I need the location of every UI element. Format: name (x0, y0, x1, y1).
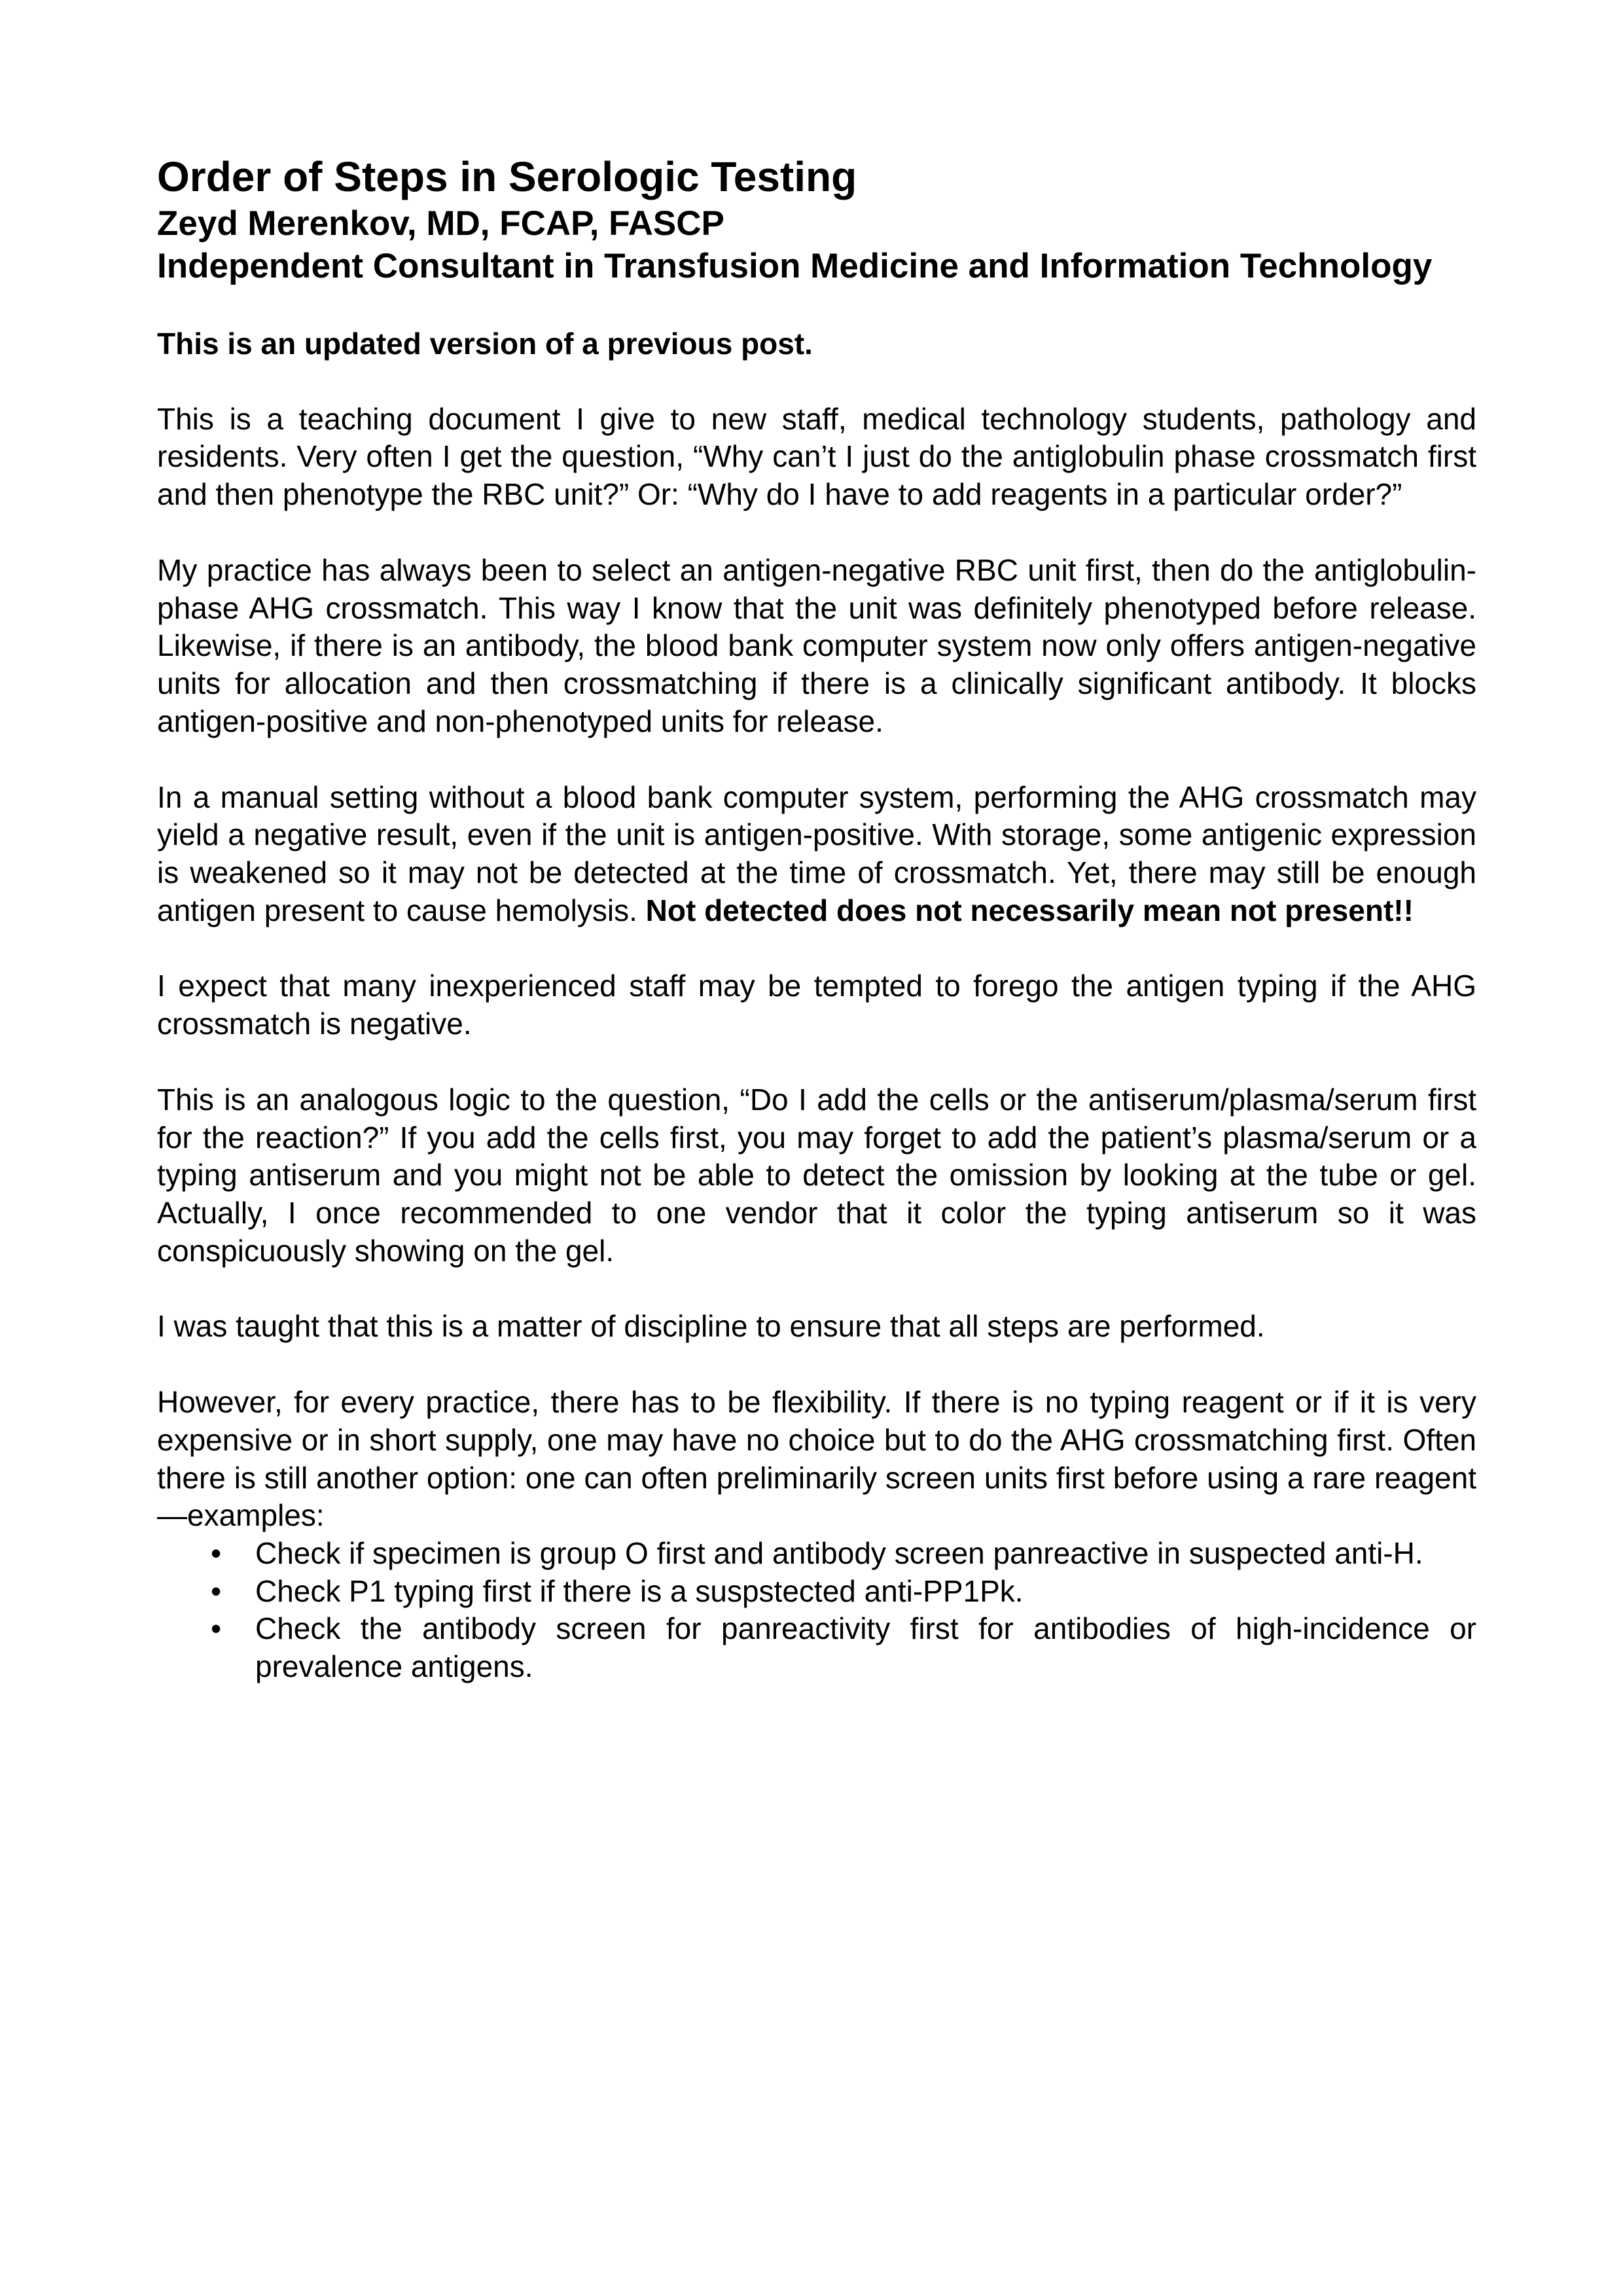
list-item-text: Check if specimen is group O first and antibody screen panreactive in suspected anti-H. (255, 1536, 1423, 1570)
lead-note: This is an updated version of a previous post. (157, 327, 813, 361)
paragraph-practice: My practice has always been to select an antigen-negative RBC unit first, then do the antiglobulin-phase AHG crossmatch. This way I know that the unit was definitely phenotyped before release. Likewise, if there is an antibody, the blood bank computer system now only offers antigen-negative units for allocation and then crossmatching if there is a clinically significant antibody. It blocks antigen-positive and non-phenotyped units for release. (157, 552, 1476, 738)
paragraph-flexibility: However, for every practice, there has to be flexibility. If there is no typing reagent or if it is very expensive or in short supply, one may have no choice but to do the AHG crossmatching first. Often there is still another option: one can often preliminarily screen units first before using a rare reagent—examples: (157, 1385, 1476, 1533)
paragraph-manual-setting (157, 779, 1476, 930)
author-line: Zeyd Merenkov, MD, FCAP, FASCP (157, 204, 724, 243)
paragraph-analogous-logic: This is an analogous logic to the question, “Do I add the cells or the antiserum/plasma/serum first for the reaction?” If you add the cells first, you may forget to add the patient’s plasma/serum or a typing antiserum and you might not be able to detect the omission by looking at the tube or gel. Actually, I once recommended to one vendor that it color the typing antiserum so it was conspicuously showing on the gel. (157, 1082, 1476, 1268)
emphasis-statement: Not detected does not necessarily mean not present!! (645, 893, 1414, 927)
bullet-icon: • (211, 1536, 222, 1570)
bullet-icon: • (211, 1611, 222, 1646)
list-item-text: Check P1 typing first if there is a suspstected anti-PP1Pk. (255, 1573, 1024, 1608)
document-page (157, 152, 1476, 1686)
list-item (157, 1610, 1476, 1685)
list-item (157, 1573, 1476, 1611)
paragraph-discipline: I was taught that this is a matter of discipline to ensure that all steps are performed. (157, 1309, 1265, 1344)
paragraph-inexperienced-staff: I expect that many inexperienced staff may be tempted to forego the antigen typing if the AHG crossmatch is negative. (157, 969, 1476, 1041)
manual-setting-text: In a manual setting without a blood bank computer system, performing the AHG crossmatch may yield a negative result, even if the unit is antigen-positive. With storage, some antigenic expression is weakened so it may not be detected at the time of crossmatch. Yet, there may still be enough antigen present to cause hemolysis. (157, 780, 1476, 927)
list-item-text: Check the antibody screen for panreactivity first for antibodies of high-incidence or prevalence antigens. (255, 1611, 1476, 1684)
bullet-icon: • (211, 1573, 222, 1608)
paragraph-teaching-context: This is a teaching document I give to new staff, medical technology students, pathology and residents. Very often I get the question, “Why can’t I just do the antiglobulin phase crossmatch first and then phenotype the RBC unit?” Or: “Why do I have to add reagents in a particular order?” (157, 401, 1476, 512)
affiliation-line: Independent Consultant in Transfusion Medicine and Information Technology (157, 246, 1433, 285)
list-item (157, 1535, 1476, 1573)
document-title: Order of Steps in Serologic Testing (157, 153, 857, 200)
examples-list (157, 1535, 1476, 1686)
